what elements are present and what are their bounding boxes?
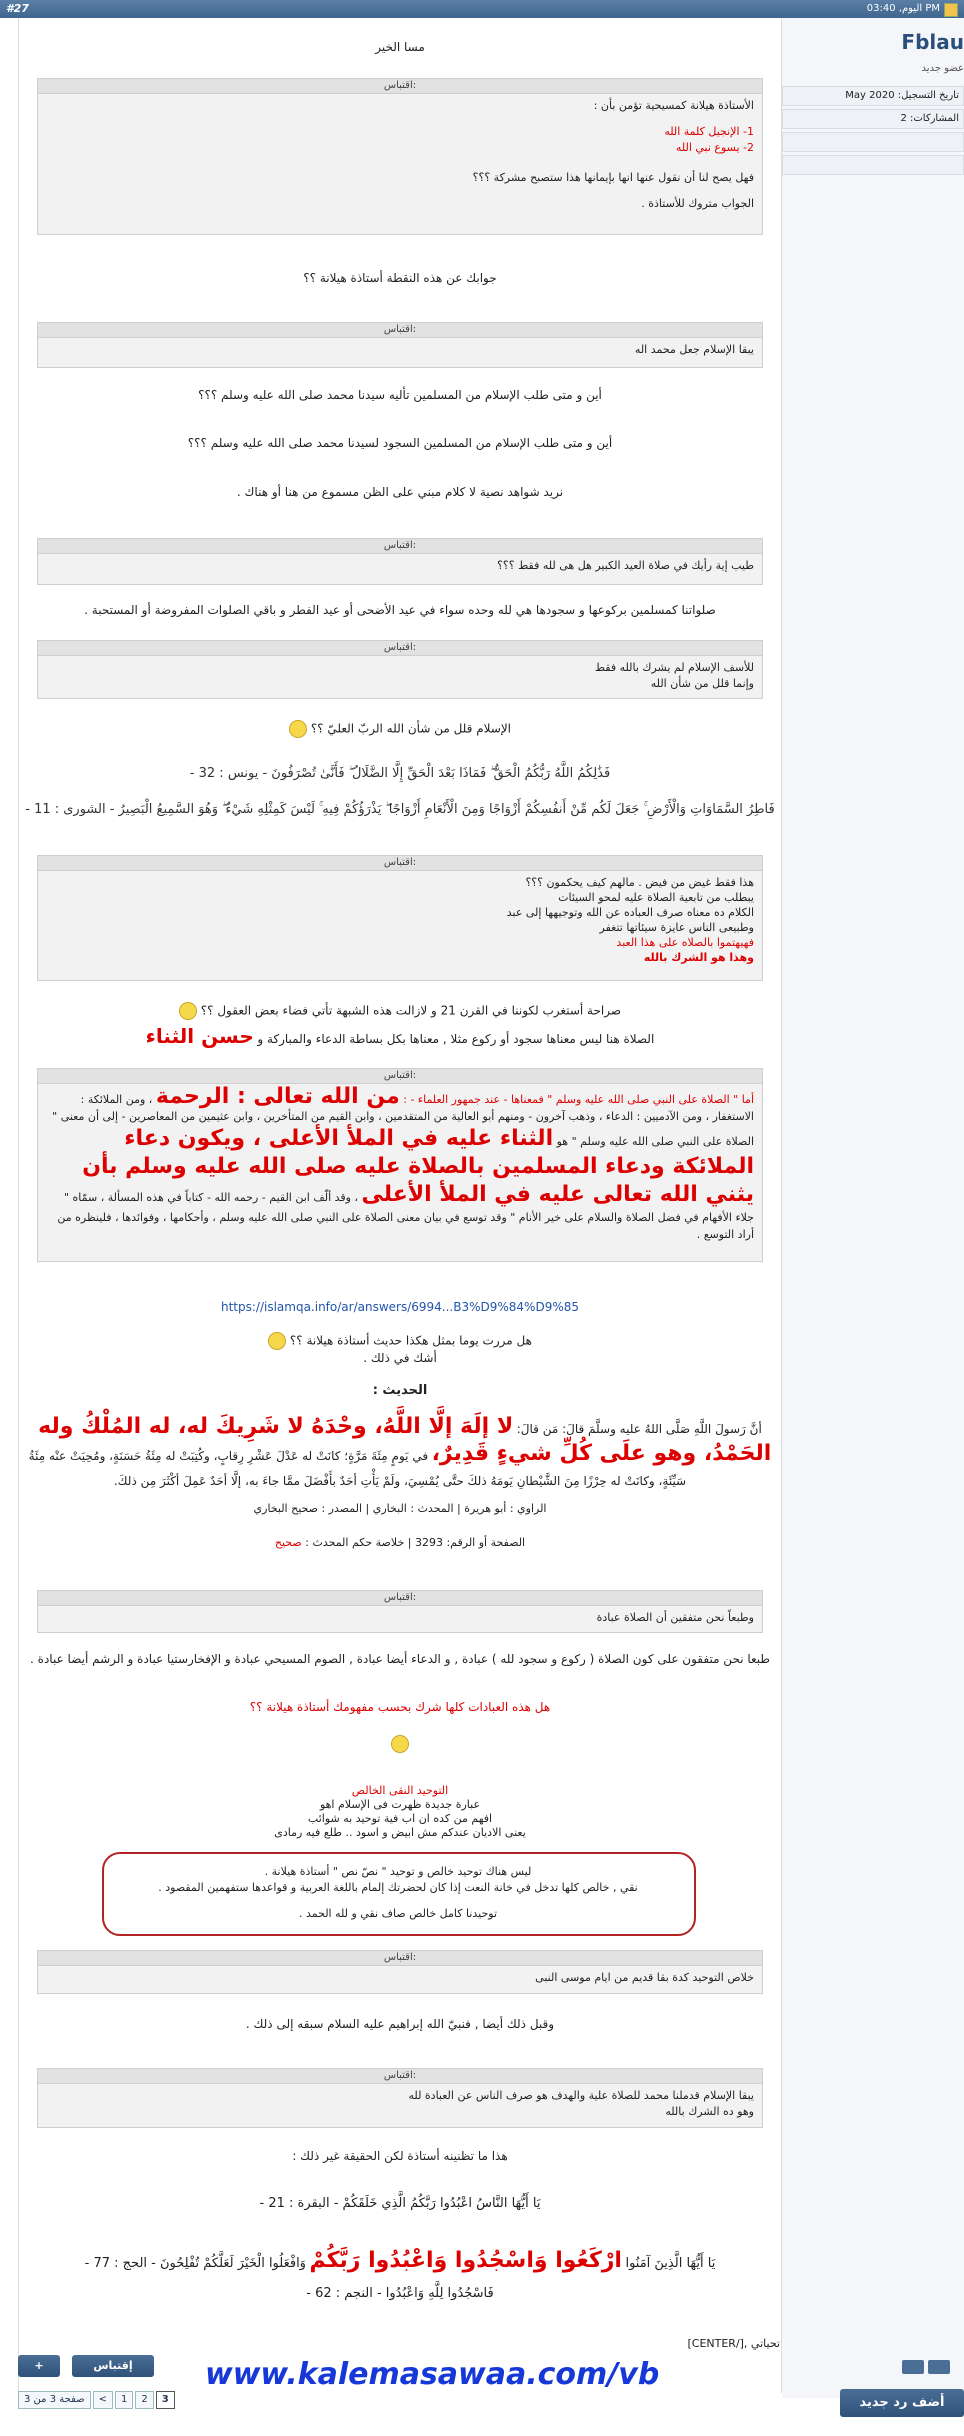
verse: فَاسْجُدُوا لِلَّهِ وَاعْبُدُوا - النجم : 62 - — [306, 2286, 494, 2301]
paragraph: هل هذه العبادات كلها شرك بحسب مفهومك أستاذة هيلانة ؟؟ — [249, 1700, 551, 1714]
smiley-icon — [391, 1735, 409, 1753]
quote-text: خلاص التوحيد كدة بقا قديم من ايام موسى النبى — [535, 1971, 754, 1984]
signature: تحياتي ,[/CENTER] — [687, 2337, 780, 2350]
verse: يَا أَيُّهَا النَّاسُ اعْبُدُوا رَبَّكُمُ الَّذِي خَلَقَكُمْ - البقرة : 21 - — [259, 2196, 541, 2211]
quote-line: 1- الإنجيل كلمة الله — [664, 125, 754, 138]
page-info: صفحة 3 من 3 — [18, 2391, 91, 2409]
quote-line: يبقا الإسلام قدملنا محمد للصلاة علية والهدف هو صرف الناس عن العبادة لله — [408, 2089, 754, 2102]
quote-button-label: إقتباس — [93, 2359, 133, 2372]
verse: فَاطِرُ السَّمَاوَاتِ وَالْأَرْضِ ۚ جَعَلَ لَكُم مِّنْ أَنفُسِكُمْ أَزْوَاجًا وَمِنَ الْأَنْعَامِ أَزْوَاجًا ۖ يَذْرَؤُكُمْ فِيهِ ۚ لَيْسَ كَمِثْلِهِ شَيْءٌ ۖ وَهُوَ السَّمِيعُ الْبَصِيرُ - الشورى : 11 - — [25, 802, 775, 817]
verse-part: وَافْعَلُوا الْخَيْرَ لَعَلَّكُمْ تُفْلِحُونَ - الحج : 77 - — [84, 2256, 306, 2271]
paragraph-line: عبارة جديدة ظهرت فى الإسلام اهو — [319, 1798, 481, 1811]
paragraph — [20, 1024, 780, 1048]
page-link-2[interactable]: 2 — [135, 2391, 153, 2409]
multiquote-button[interactable] — [18, 2355, 60, 2377]
smiley-row — [20, 1735, 780, 1753]
quote-box — [37, 538, 763, 585]
paragraph-text: صراحة أستغرب لكوننا في القرن 21 و لازالت هذه الشبهة تأتي فضاء بعض العقول ؟؟ — [200, 1003, 622, 1018]
post-time: اليوم, 03:40 PM — [866, 3, 940, 14]
quote-box — [37, 1590, 763, 1633]
quote-text: وطبعاً نحن متفقين أن الصلاة عبادة — [596, 1611, 754, 1624]
paragraph: أين و متى طلب الإسلام من المسلمين السجود لسيدنا محمد صلى الله عليه وسلم ؟؟؟ — [187, 436, 613, 450]
quote-line: الجواب متروك للأستاذة . — [641, 197, 754, 210]
hadith-source: الراوي : أبو هريرة | المحدث : البخاري | المصدر : صحيح البخاري — [253, 1502, 547, 1515]
pagination — [18, 2391, 175, 2409]
multiquote-label: + — [34, 2359, 44, 2372]
add-reply-label: أضف رد جديد — [859, 2395, 945, 2410]
oval-line: نقي , خالص كلها تدخل في خانة النعت إذا كان لحضرتك إلمام باللغة العربية و قواعدها ستفهمين المقصود . — [158, 1881, 638, 1894]
paragraph-line: التوحيد النقى الخالص — [351, 1784, 449, 1797]
quote-box — [37, 322, 763, 368]
quote-line: فهيهتموا بالصلاه على هذا العبد — [616, 936, 754, 949]
quote-label: اقتباس: — [38, 1069, 762, 1084]
quote-box — [37, 2068, 763, 2128]
smiley-icon — [289, 720, 307, 738]
quote-label: اقتباس: — [38, 2069, 762, 2084]
smiley-icon — [268, 1332, 286, 1350]
quote-text: طيب إية رأيك في صلاة العيد الكبير هل هى لله فقط ؟؟؟ — [497, 559, 754, 572]
paragraph: نريد شواهد نصية لا كلام مبني على الظن مسموع من هنا أو هناك . — [236, 485, 564, 499]
quote-line: للأسف الإسلام لم يشرك بالله فقط — [594, 661, 754, 674]
quote-label: اقتباس: — [38, 856, 762, 871]
hadith-title: الحديث : — [372, 1383, 428, 1398]
hadith-text — [20, 1415, 780, 1494]
username-link[interactable]: Fblau — [901, 30, 964, 54]
oval-text — [110, 1864, 686, 1922]
edit-icon[interactable] — [928, 2360, 950, 2374]
verse — [20, 2248, 780, 2273]
report-icon[interactable] — [902, 2360, 924, 2374]
paragraph-text: الصلاة هنا ليس معناها سجود أو ركوع مثلا , معناها بكل بساطة الدعاء والمباركة و — [257, 1032, 655, 1046]
paragraph: طبعا نحن متفقون على كون الصلاة ( ركوع و سجود لله ) عبادة , و الدعاء أيضا عبادة , الصوم المسيحي عبادة و الإفخارستيا عبادة و الرشم أيضا عبادة . — [30, 1652, 770, 1666]
post-status-icon — [944, 3, 958, 17]
paragraph-text: الإسلام قلل من شأن الله الربّ العليّ ؟؟ — [310, 721, 512, 736]
quote-box — [37, 855, 763, 981]
greeting: مسا الخير — [375, 40, 425, 54]
quote-text: ، ومن الملائكة : الاستغفار ، ومن الآدميين : الدعاء ، وذهب آخرون - ومنهم أبو العالية من المتقدمين ، وابن القيم من المتأخرين ، وابن عثيمين من المعاصرين - إلى أن معنى " الصلاة على النبي صلى الله عليه وسلم " هو — [52, 1093, 754, 1148]
smiley-icon — [179, 1002, 197, 1020]
hadith-source-text: الصفحة أو الرقم: 3293 | خلاصة حكم المحدث : — [305, 1536, 526, 1549]
page-link-1[interactable]: 1 — [115, 2391, 133, 2409]
post-number-link[interactable]: #27 — [6, 2, 29, 15]
quote-button[interactable] — [72, 2355, 154, 2377]
paragraph — [20, 1332, 780, 1350]
quote-label: اقتباس: — [38, 539, 762, 554]
quote-line: هذا فقط غيض من فيض . مالهم كيف يحكمون ؟؟؟ — [525, 876, 754, 889]
paragraph — [20, 1002, 780, 1020]
join-date: تاريخ التسجيل: May 2020 — [782, 86, 964, 106]
paragraph: وقبل ذلك أيضا , فنبيّ الله إبراهيم عليه السلام سبقه إلى ذلك . — [245, 2017, 555, 2031]
quote-text: أما " الصلاة على النبي صلى الله عليه وسلم " فمعناها - عند جمهور العلماء - : — [403, 1093, 754, 1106]
quote-label: اقتباس: — [38, 641, 762, 656]
paragraph-line: يعنى الاديان عندكم مش ابيض و اسود .. طلع فيه رمادى — [274, 1826, 526, 1839]
quote-box — [37, 1068, 763, 1262]
paragraph: جوابك عن هذه النقطة أستاذة هيلانة ؟؟ — [303, 271, 497, 285]
highlight-text: من الله تعالى : الرحمة — [155, 1084, 400, 1109]
paragraph-text: هل مررت يوما بمثل هكذا حديث أستاذة هيلانة ؟؟ — [289, 1333, 532, 1348]
quote-box — [37, 1950, 763, 1994]
hadith-part: في يَومٍ مِئَةَ مَرَّةٍ؛ كانَتْ له عَدْلَ عَشْرِ رِقابٍ، وكُتِبَتْ له مِئَةُ حَسَنَةٍ، ومُحِيَتْ عنْه مِئَةُ سَيِّئَةٍ، وكانَتْ له حِرْزًا مِنَ الشَّيْطانِ يَومَهُ ذلكَ حتَّى يُمْسِيَ، ولَمْ يَأْتِ أحَدٌ بأَفْضَلَ ممَّا جاءَ به، إلَّا أحَدٌ عَمِلَ أكْثَرَ مِن ذلكَ. — [28, 1449, 687, 1488]
paragraph: أشك في ذلك . — [363, 1351, 437, 1365]
paragraph: صلواتنا كمسلمين بركوعها و سجودها هي لله وحده سواء في عيد الأضحى أو عيد الفطر و باقي الصلوات المفروضة أو المستحبة . — [84, 603, 716, 617]
hadith-highlight: لا إلَهَ إلَّا اللَّهُ، وحْدَهُ لا شَرِيكَ له، له المُلْكُ وله الحَمْدُ، وهو علَى كُلِّ شيءٍ قَدِيرٌ، — [38, 1414, 772, 1466]
paragraph-block — [20, 1784, 780, 1840]
user-info-sidebar — [782, 18, 964, 2398]
quote-label: اقتباس: — [38, 1591, 762, 1606]
quote-text: يبقا الإسلام جعل محمد اله — [634, 343, 754, 356]
quote-label: اقتباس: — [38, 79, 762, 94]
quote-line: 2- يسوع نبي الله — [675, 141, 754, 154]
quote-line: وطبيعى الناس عايزة سيئاتها تتغفر — [599, 921, 754, 934]
verse-highlight: ارْكَعُوا وَاسْجُدُوا وَاعْبُدُوا رَبَّكُمْ — [309, 2248, 622, 2273]
quote-line: الكلام ده معناه صرف العباده عن الله وتوجيهها إلى عبد — [506, 906, 754, 919]
quote-box — [37, 78, 763, 235]
paragraph: هذا ما تظنينه أستاذة لكن الحقيقة غير ذلك : — [292, 2149, 508, 2163]
quote-box — [37, 640, 763, 699]
paragraph-line: افهم من كده ان اب فية توحيد به شوائب — [307, 1812, 493, 1825]
site-watermark: www.kalemasawaa.com/vb — [205, 2357, 660, 2392]
quote-line: يبطلب من تابعية الصلاة عليه لمحو السيئات — [558, 891, 754, 904]
add-reply-button[interactable] — [840, 2389, 964, 2417]
quote-label: اقتباس: — [38, 323, 762, 338]
post-header-bar — [0, 0, 964, 18]
profile-icon-row — [782, 155, 964, 175]
quote-line: وهذا هو الشرك بالله — [643, 951, 754, 964]
page-first-link[interactable]: < — [93, 2391, 113, 2409]
verse: فَذَٰلِكُمُ اللَّهُ رَبُّكُمُ الْحَقُّ ۖ فَمَاذَا بَعْدَ الْحَقِّ إِلَّا الضَّلَالُ ۖ فَأَنَّىٰ تُصْرَفُونَ - يونس : 32 - — [189, 766, 611, 781]
gender-icon-row — [782, 132, 964, 152]
reference-link[interactable]: https://islamqa.info/ar/answers/6994...B3%D9%84%D9%85 — [220, 1300, 580, 1314]
oval-line: توحيدنا كامل خالص صاف نقي و لله الحمد . — [298, 1907, 498, 1920]
quote-line: فهل يصح لنا أن نقول عنها انها بإيمانها هذا ستصبح مشركة ؟؟؟ — [472, 171, 754, 184]
hadith-source — [20, 1536, 780, 1549]
quote-text: ، وقد ألّف ابن القيم - رحمه الله - كتاباً في هذه المسألة ، سمّاه " جلاء الأفهام في فضل الصلاة والسلام على خير الأنام " وقد توسع في بيان معنى الصلاة على النبي صلى الله عليه وسلم ، وأحكامها ، وفوائدها ، فلينظره من أراد التوسع . — [57, 1191, 754, 1241]
quote-line: وإنما قلل من شأن الله — [650, 677, 754, 690]
hadith-part: أنَّ رَسولَ اللَّهِ صَلَّى اللهُ عليه وسلَّمَ قالَ: مَن قالَ: — [516, 1422, 762, 1436]
verse-part: يَا أَيُّهَا الَّذِينَ آمَنُوا — [625, 2256, 716, 2271]
page-link-3-current[interactable]: 3 — [156, 2391, 175, 2409]
paragraph: أين و متى طلب الإسلام من المسلمين تأليه سيدنا محمد صلى الله عليه وسلم ؟؟؟ — [198, 388, 602, 402]
oval-line: ليس هناك توحيد خالص و توحيد " نصّ نص " أستاذة هيلانة . — [264, 1865, 532, 1878]
highlight-text: حسن الثناء — [145, 1024, 254, 1048]
highlight-text: الثناء عليه في الملأ الأعلى ، ويكون دعاء الملائكة ودعاء المسلمين بالصلاة عليه صلى الله عليه وسلم بأن يثني الله تعالى عليه في الملأ الأعلى — [82, 1126, 754, 1207]
quote-line: الأستاذة هيلانة كمسيحية تؤمن بأن : — [593, 99, 754, 112]
paragraph — [20, 720, 780, 738]
hadith-grade: صحيح — [274, 1536, 302, 1549]
post-count: المشاركات: 2 — [782, 109, 964, 129]
quote-line: وهو ده الشرك بالله — [665, 2105, 754, 2118]
user-title: عضو جديد — [921, 63, 964, 74]
quote-label: اقتباس: — [38, 1951, 762, 1966]
